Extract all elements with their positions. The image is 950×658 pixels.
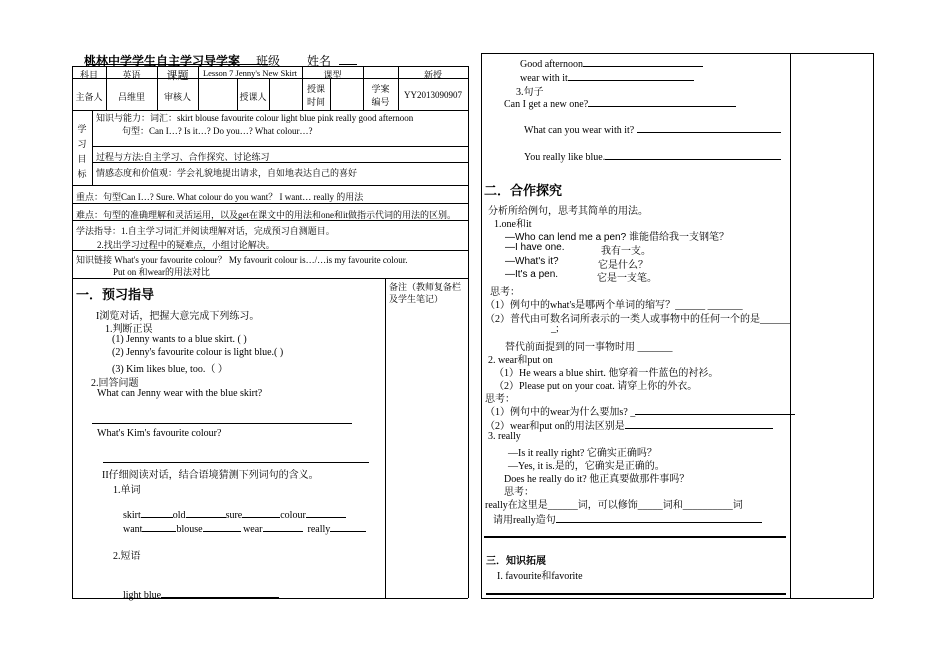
type-value: 新授 bbox=[423, 70, 442, 80]
example-line: （2）Please put on your coat. 请穿上你的外衣。 bbox=[494, 381, 698, 392]
example-line: —Who can lend me a pen? 谁能借给我一支钢笔？ bbox=[505, 232, 729, 243]
section-2-title: 二．合作探究 bbox=[484, 183, 563, 198]
think-label: 思考： bbox=[504, 487, 534, 498]
row-divider bbox=[72, 220, 468, 221]
subject-value: 英语 bbox=[122, 70, 141, 80]
example-line: —Is it really right? 它确实正确吗？ bbox=[508, 448, 657, 459]
key-point: 重点：句型Can I…? Sure. What colour do you want？ I want… really 的用法 bbox=[76, 192, 364, 202]
code-label-2: 编号 bbox=[371, 97, 390, 107]
think-question: （2）普代由可数名词所表示的一类人或事物中的任何一个的是______ bbox=[485, 314, 790, 325]
answer-questions-heading: 2.回答问题 bbox=[91, 378, 139, 389]
code-label-1: 学案 bbox=[371, 84, 390, 94]
time-label-2: 时间 bbox=[306, 97, 325, 107]
true-false-item: (3) Kim likes blue, too.（ ） bbox=[112, 364, 228, 375]
phrase-good-afternoon: Good afternoon bbox=[520, 56, 703, 70]
one-it-heading: 1.one和it bbox=[494, 219, 532, 230]
phrase-wear-with-it: wear with it bbox=[520, 70, 694, 84]
col-divider bbox=[92, 110, 93, 185]
phrase-light-blue: light blue bbox=[123, 587, 279, 601]
row-divider bbox=[72, 278, 468, 279]
sentence-can-i-get: Can I get a new one? bbox=[504, 96, 736, 110]
think-label: 思考： bbox=[490, 287, 520, 298]
knowledge-link-2: Put on 和wear的用法对比 bbox=[113, 267, 210, 277]
teacher-label: 授课人 bbox=[239, 92, 267, 102]
reviewer-label: 审核人 bbox=[163, 92, 191, 102]
example-translation: 它是一支笔。 bbox=[597, 273, 657, 284]
example-line: （1）He wears a blue shirt. 他穿着一件蓝色的衬衫。 bbox=[494, 368, 719, 379]
true-false-heading: 1.判断正误 bbox=[105, 324, 153, 335]
notes-col-divider bbox=[385, 278, 386, 598]
sentence-what-can-you-wear: What can you wear with it? bbox=[524, 122, 781, 136]
goal-emotion: 情感态度和价值观：学会礼貌地提出请求，自如地表达自己的喜好 bbox=[96, 168, 358, 178]
question-2: What's Kim's favourite colour? bbox=[97, 428, 222, 439]
think-question-cont: _; bbox=[551, 323, 559, 334]
topic-label: 课题 bbox=[166, 70, 189, 82]
right-frame-left bbox=[481, 53, 482, 598]
page-title: 桃林中学学生自主学习导学案 bbox=[84, 54, 241, 68]
think-label: 思考： bbox=[485, 394, 515, 405]
true-false-item: (1) Jenny wants to a blue skirt. ( ) bbox=[112, 334, 247, 345]
goal-knowledge: 知识与能力：词汇：skirt blouse favourite colour light blue pink really good afternoon bbox=[96, 113, 414, 123]
table-top-border bbox=[72, 66, 468, 67]
goals-side-label: 学 习 目 标 bbox=[77, 124, 87, 179]
really-make-sentence: 请用really造句 bbox=[493, 511, 762, 526]
section-2-intro: 分析所给例句，思考其简单的用法。 bbox=[488, 206, 648, 217]
right-frame-right bbox=[873, 53, 874, 598]
preparer-label: 主备人 bbox=[75, 92, 103, 102]
task-2-intro: II仔细阅读对话，结合语境猜测下列词句的含义。 bbox=[102, 470, 319, 481]
sentence-you-really-like: You really like blue. bbox=[524, 149, 781, 163]
answer-line[interactable] bbox=[103, 462, 369, 463]
row-divider bbox=[72, 185, 468, 186]
section-1-title: 一．预习指导 bbox=[76, 287, 155, 302]
favourite-favorite: I. favourite和favorite bbox=[497, 571, 583, 582]
class-label: 班级 bbox=[256, 54, 281, 68]
table-right-border bbox=[468, 66, 469, 598]
difficult-point: 难点：句型的准确理解和灵活运用，以及get在课文中的用法和one和it做指示代词的用法的区别。 bbox=[76, 210, 456, 220]
example-line: Does he really do it? 他正真要做那件事吗？ bbox=[504, 474, 690, 485]
title-underline bbox=[86, 64, 268, 65]
row-divider bbox=[92, 162, 468, 163]
section-3-title: 三．知识拓展 bbox=[486, 556, 546, 567]
think-question: （2）wear和put on的用法区别是 bbox=[485, 417, 773, 432]
name-underline bbox=[339, 64, 357, 65]
row-divider bbox=[72, 250, 468, 251]
sentences-heading: 3.句子 bbox=[516, 87, 544, 98]
goal-sentence-patterns: 句型：Can I…? Is it…? Do you…? What colour…? bbox=[122, 126, 313, 136]
question-1: What can Jenny wear with the blue skirt? bbox=[97, 388, 263, 399]
true-false-item: (2) Jenny's favourite colour is light blue.( ) bbox=[112, 347, 284, 358]
row-divider bbox=[72, 203, 468, 204]
section-divider bbox=[484, 536, 786, 538]
study-guide-1: 学法指导：1.自主学习词汇并阅读理解对话，完成预习自测题目。 bbox=[76, 226, 335, 236]
col-divider bbox=[330, 78, 331, 110]
really-heading: 3. really bbox=[488, 431, 521, 442]
task-1-intro: I浏览对话，把握大意完成下列练习。 bbox=[96, 311, 260, 322]
notes-column-label: 备注（教师复备栏及学生笔记） bbox=[389, 282, 462, 304]
example-line: —I have one. bbox=[505, 242, 565, 253]
right-notes-divider bbox=[790, 53, 791, 598]
subject-label: 科目 bbox=[79, 70, 98, 80]
words-row-2: want blouse wear really bbox=[123, 521, 366, 535]
row-divider bbox=[92, 146, 468, 147]
knowledge-link-1: 知识链接 What's your favourite colour？ My favourit colour is…/…is my favourite colour. bbox=[76, 255, 408, 265]
code-value: YY2013090907 bbox=[404, 90, 462, 100]
preparer-value: 吕维里 bbox=[117, 92, 145, 102]
name-label: 姓名 bbox=[307, 54, 332, 68]
phrases-heading: 2.短语 bbox=[113, 551, 141, 562]
example-line: —Yes, it is.是的，它确实是正确的。 bbox=[508, 461, 665, 472]
example-translation: 它是什么？ bbox=[598, 260, 648, 271]
think-question: （1）例句中的wear为什么要加s? _ bbox=[485, 403, 795, 418]
think-question: 替代前面提到的同一事物时用 _______ bbox=[505, 342, 673, 353]
wear-put-on-heading: 2. wear和put on bbox=[488, 355, 553, 366]
example-line: —What's it? bbox=[505, 256, 559, 267]
really-fill-in: really在这里是______词，可以修饰_____词和__________词 bbox=[485, 500, 743, 511]
right-frame-top bbox=[481, 53, 873, 54]
col-divider bbox=[269, 78, 270, 110]
words-row-1: skirt old sure colour bbox=[123, 507, 346, 521]
answer-line[interactable] bbox=[92, 423, 352, 424]
time-label-1: 授课 bbox=[306, 84, 325, 94]
goal-process: 过程与方法:自主学习、合作探究、讨论练习 bbox=[96, 152, 270, 162]
think-question: （1）例句中的what's是哪两个单词的缩写？______ _______ bbox=[485, 300, 743, 311]
right-frame-bottom bbox=[481, 598, 873, 599]
type-label: 课型 bbox=[323, 70, 342, 80]
answer-line bbox=[486, 593, 786, 595]
study-guide-2: 2.找出学习过程中的疑难点，小组讨论解决。 bbox=[97, 240, 275, 250]
example-line: —It's a pen. bbox=[505, 269, 559, 280]
words-heading: 1.单词 bbox=[113, 485, 141, 496]
example-translation: 我有一支。 bbox=[601, 246, 651, 257]
topic-value: Lesson 7 Jenny's New Skirt bbox=[202, 68, 298, 78]
